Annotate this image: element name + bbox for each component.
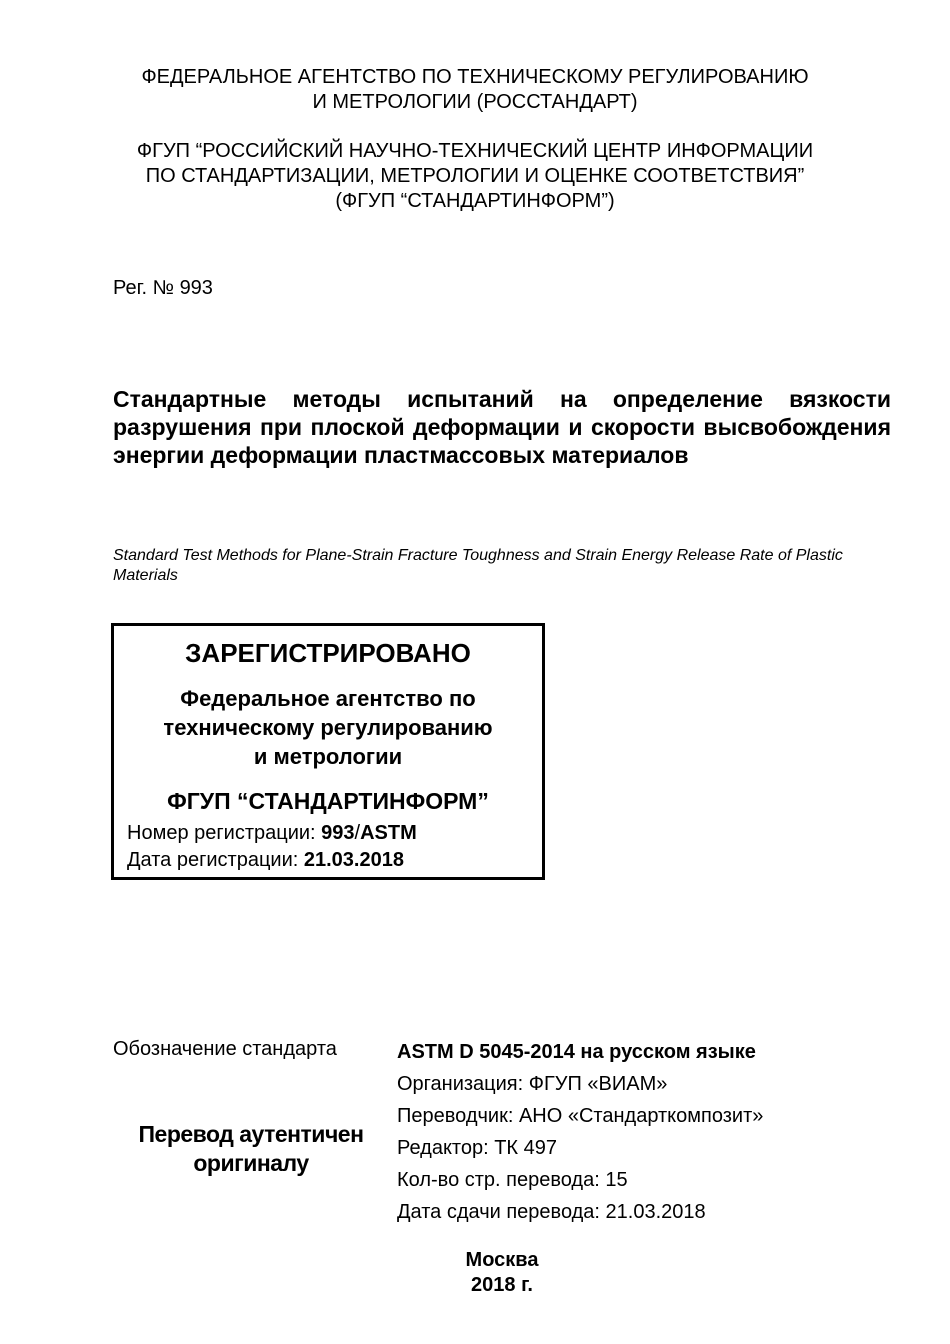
- registration-stamp: [111, 623, 545, 880]
- agency-header-line: И МЕТРОЛОГИИ (РОССТАНДАРТ): [312, 91, 638, 113]
- info-submission-date: Дата сдачи перевода: 21.03.2018: [397, 1201, 706, 1223]
- institute-header: [80, 139, 870, 214]
- designation-label: Обозначение стандарта: [113, 1038, 337, 1060]
- stamp-agency-line: и метрологии: [253, 744, 403, 769]
- info-translator: Переводчик: АНО «Стандарткомпозит»: [397, 1105, 764, 1127]
- stamp-agency-line: Федеральное агентство по: [180, 686, 476, 711]
- registration-number: Рег. № 993: [113, 277, 213, 299]
- agency-header-line: ФЕДЕРАЛЬНОЕ АГЕНТСТВО ПО ТЕХНИЧЕСКОМУ РЕГУЛИРОВАНИЮ: [141, 66, 809, 88]
- authentic-translation-stamp: [120, 1120, 382, 1178]
- stamp-regdate-label: Дата регистрации:: [127, 849, 304, 871]
- stamp-registration-number: [127, 822, 417, 845]
- stamp-regno-label: Номер регистрации:: [127, 822, 322, 844]
- stamp-regno-separator: /: [354, 822, 361, 844]
- document-title-ru: Стандартные методы испытаний на определение вязкости разрушения при плоской деформации и скорости высвобождения энергии деформации пластмассовых материалов: [113, 386, 891, 468]
- footer-year: 2018 г.: [471, 1274, 533, 1296]
- authentic-line: оригиналу: [193, 1150, 309, 1176]
- stamp-regno-suffix: ASTM: [360, 822, 417, 844]
- stamp-regdate-value: 21.03.2018: [303, 849, 404, 871]
- stamp-registration-date: [127, 849, 404, 872]
- stamp-agency: [114, 684, 542, 771]
- stamp-regno-value: 993: [321, 822, 355, 844]
- info-page-count: Кол-во стр. перевода: 15: [397, 1169, 628, 1191]
- designation-value: ASTM D 5045-2014 на русском языке: [397, 1041, 756, 1063]
- institute-header-line: (ФГУП “СТАНДАРТИНФОРМ”): [335, 190, 615, 212]
- info-organization: Организация: ФГУП «ВИАМ»: [397, 1073, 668, 1095]
- institute-header-line: ФГУП “РОССИЙСКИЙ НАУЧНО-ТЕХНИЧЕСКИЙ ЦЕНТР ИНФОРМАЦИИ: [136, 140, 814, 162]
- document-title-en: Standard Test Methods for Plane-Strain Fracture Toughness and Strain Energy Release Rate of Plastic Materials: [113, 547, 843, 584]
- agency-header: [80, 65, 870, 115]
- footer-city: Москва: [465, 1249, 539, 1271]
- institute-header-line: ПО СТАНДАРТИЗАЦИИ, МЕТРОЛОГИИ И ОЦЕНКЕ СООТВЕТСТВИЯ”: [145, 165, 805, 187]
- info-editor: Редактор: ТК 497: [397, 1137, 557, 1159]
- stamp-agency-line: техническому регулированию: [163, 715, 493, 740]
- authentic-line: Перевод аутентичен: [138, 1121, 364, 1147]
- stamp-organization: ФГУП “СТАНДАРТИНФОРМ”: [167, 788, 489, 814]
- footer: [402, 1248, 602, 1298]
- stamp-title: ЗАРЕГИСТРИРОВАНО: [185, 638, 471, 668]
